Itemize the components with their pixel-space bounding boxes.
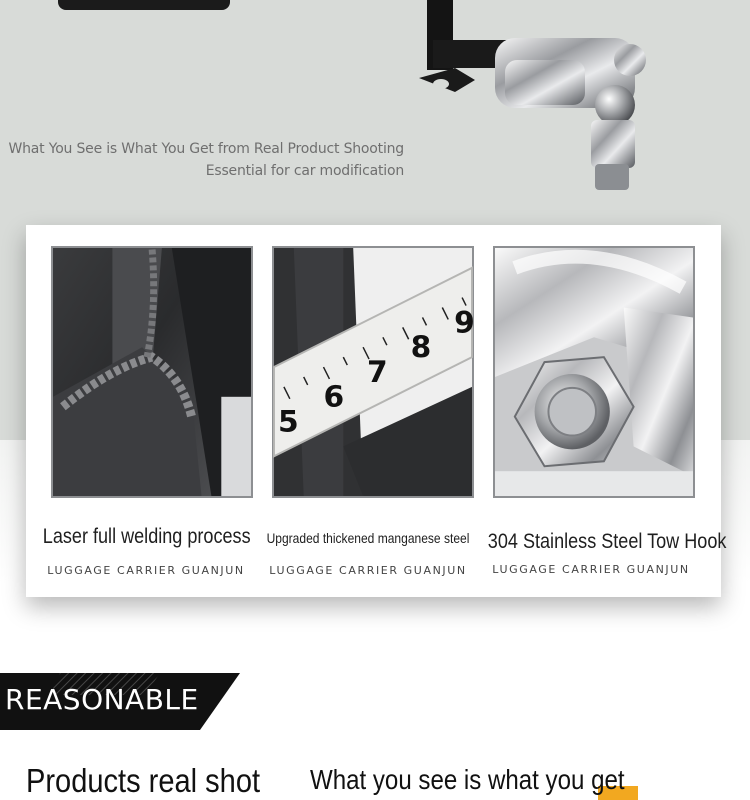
- feature-subtitle: LUGGAGE CARRIER GUANJUN: [47, 564, 245, 577]
- feature-subtitle: LUGGAGE CARRIER GUANJUN: [492, 563, 690, 576]
- right-heading: What you see is what you get: [310, 764, 625, 795]
- welded-steel-joint-photo: [51, 246, 253, 498]
- feature-title: Upgraded thickened manganese steel: [266, 530, 470, 546]
- tagline: [8, 138, 404, 182]
- ruler-number: 6: [323, 379, 345, 415]
- feature-title: 304 Stainless Steel Tow Hook: [487, 530, 727, 553]
- feature-card: [26, 225, 727, 597]
- chrome-tow-hook-bolt-photo: [493, 246, 695, 498]
- reasonable-banner: [0, 673, 240, 730]
- tagline-line-1: What You See is What You Get from Real Product Shooting: [8, 141, 404, 157]
- tape-measure-on-steel-tube-photo: [272, 246, 474, 498]
- ruler-number: 9: [454, 305, 475, 341]
- tagline-line-2: Essential for car modification: [205, 163, 404, 179]
- feature-title: Laser full welding process: [42, 525, 251, 548]
- product-edge-photo: [58, 0, 230, 10]
- ruler-number: 8: [410, 330, 432, 366]
- left-heading: Products real shot: [26, 762, 261, 799]
- banner-label: REASONABLE: [5, 683, 199, 716]
- feature-subtitle: LUGGAGE CARRIER GUANJUN: [269, 564, 467, 577]
- ruler-number: 7: [367, 354, 388, 390]
- ruler-number: 5: [277, 404, 299, 440]
- tow-hitch-photo: [415, 0, 655, 200]
